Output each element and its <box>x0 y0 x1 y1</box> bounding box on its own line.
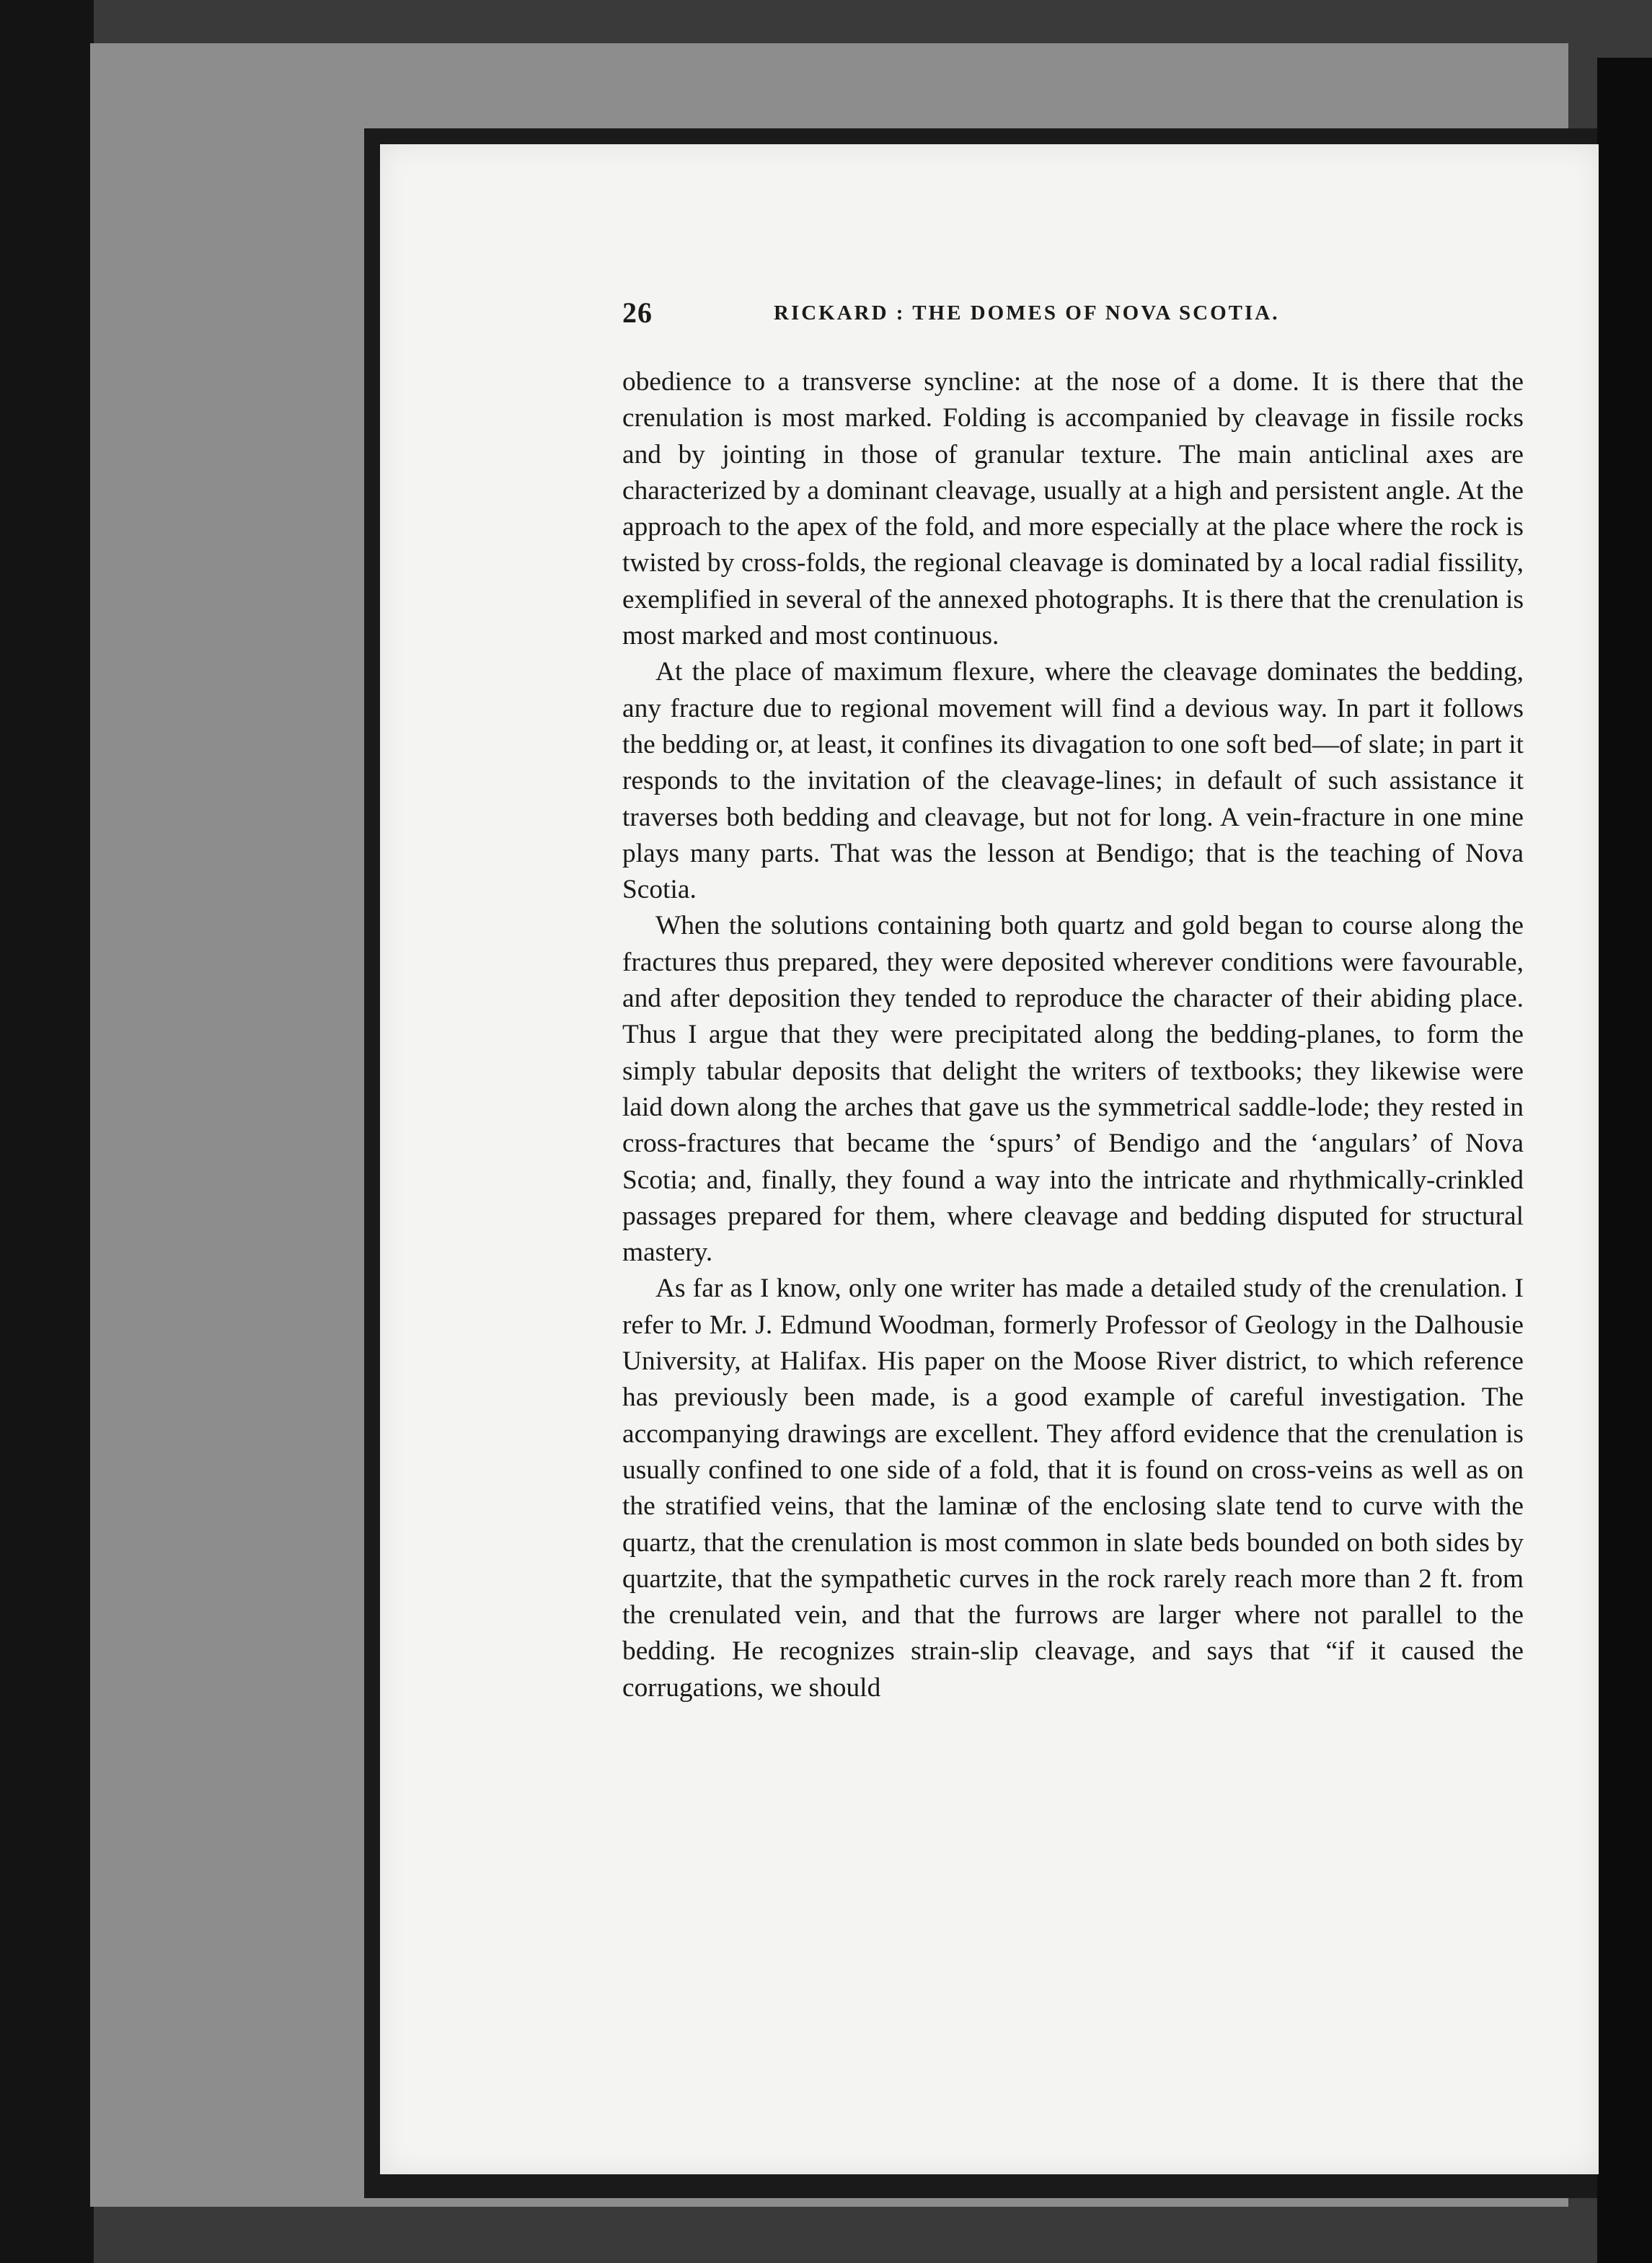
paragraph-3: When the solutions containing both quartz and gold began to course along the fractures thus prepared, they were deposited wherever conditions were favourable, and after deposition they tended to reproduce the character of their abiding place. Thus I argue that they were precipitated along the bedding-planes, to form the simply tabular deposits that delight the writers of textbooks; they likewise were laid down along the arches that gave us the symmetrical saddle-lode; they rested in cross-fractures that became the ‘spurs’ of Bendigo and the ‘angulars’ of Nova Scotia; and, finally, they found a way into the intricate and rhythmically-crinkled passages prepared for them, where cleavage and bedding disputed for structural mastery. <box>622 911 1524 1268</box>
page-header <box>622 296 1524 339</box>
paragraph-1: obedience to a transverse syncline: at the nose of a dome. It is there that the crenulation is most marked. Folding is accompanied by cleavage in fissile rocks and by jointing in those of granular texture. The main anticlinal axes are characterized by a dominant cleavage, usually at a high and persistent angle. At the approach to the apex of the fold, and more especially at the place where the rock is twisted by cross-folds, the regional cleavage is dominated by a local radial fissility, exemplified in several of the annexed photographs. It is there that the crenulation is most marked and most continuous. <box>622 367 1524 651</box>
scan-left-margin <box>0 0 94 2263</box>
running-title: RICKARD : THE DOMES OF NOVA SCOTIA. <box>774 301 1280 325</box>
paragraph-4: As far as I know, only one writer has made a detailed study of the crenulation. I refer to Mr. J. Edmund Woodman, formerly Professor of Geology in the Dalhousie University, at Halifax. His paper on the Moose River district, to which reference has previously been made, is a good example of careful investigation. The accompanying drawings are excellent. They afford evidence that the crenulation is usually confined to one side of a fold, that it is found on cross-veins as well as on the stratified veins, that the laminæ of the enclosing slate tend to curve with the quartz, that the crenulation is most common in slate beds bounded on both sides by quartzite, that the sympathetic curves in the rock rarely reach more than 2 ft. from the crenulated vein, and that the furrows are larger where not parallel to the bedding. He recognizes strain-slip cleavage, and says that “if it caused the corrugations, we should <box>622 1274 1524 1703</box>
paragraph-2: At the place of maximum flexure, where the cleavage dominates the bedding, any fracture due to regional movement will find a devious way. In part it follows the bedding or, at least, it confines its divagation to one soft bed—of slate; in part it responds to the invitation of the cleavage-lines; in default of such assistance it traverses both bedding and cleavage, but not for long. A vein-fracture in one mine plays many parts. That was the lesson at Bendigo; that is the teaching of Nova Scotia. <box>622 657 1524 905</box>
body-text <box>622 364 1524 1706</box>
page-number: 26 <box>622 296 653 329</box>
book-spine-edge <box>1597 58 1652 2263</box>
